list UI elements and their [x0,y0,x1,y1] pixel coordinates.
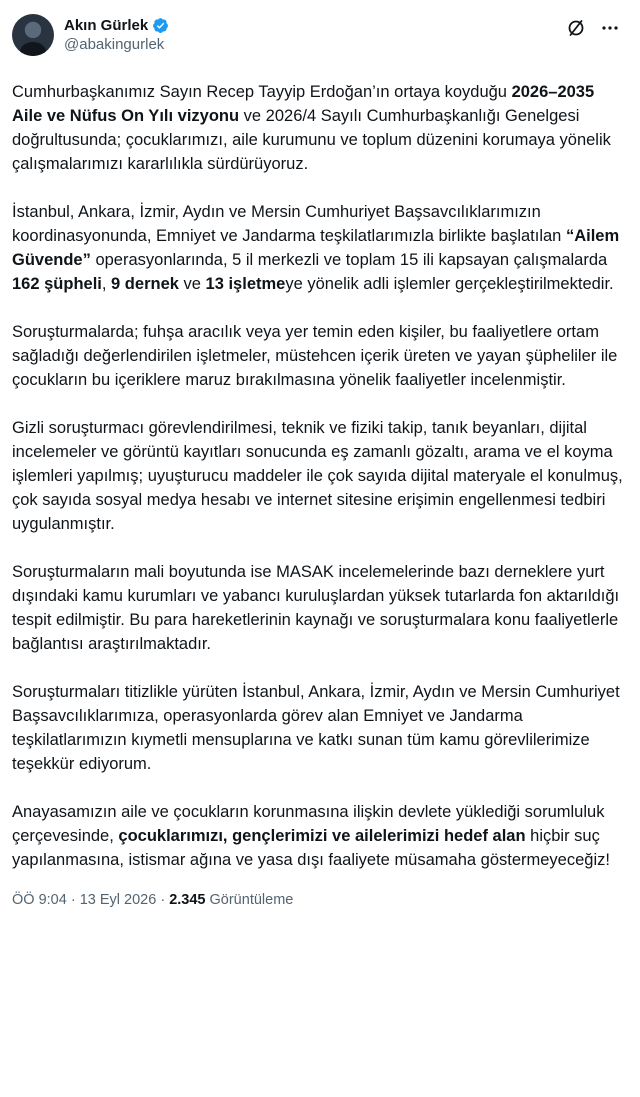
paragraph-7 [12,800,628,872]
view-label[interactable]: Görüntüleme [205,892,294,908]
more-horizontal-icon[interactable] [600,18,620,38]
tweet-header [12,12,626,70]
paragraph-1 [12,80,628,176]
avatar[interactable] [12,14,54,56]
post-date[interactable]: 13 Eyl 2026 [79,892,157,908]
paragraph-2 [12,200,628,296]
paragraph-6: Soruşturmaları titizlikle yürüten İstanbul, Ankara, İzmir, Aydın ve Mersin Cumhuriyet Başsavcılıklarımıza, operasyonlarda görev alan Emniyet ve Jandarma teşkilatlarımızın kıymetli mensuplarına ve katkı sunan tüm kamu görevlilerimize teşekkür ediyorum. [12,683,620,773]
paragraph-3: Soruşturmalarda; fuhşa aracılık veya yer temin eden kişiler, bu faaliyetlere ortam sağladığı değerlendirilen işletmeler, müstehcen içerik üreten ve yayan şüpheliler ile çocukların bu içeriklere maruz bırakılmasına yönelik faaliyetler incelenmiştir. [12,323,618,389]
slash-circle-icon[interactable] [566,18,586,38]
paragraph-7-text: Anayasamızın aile ve çocukların korunmasına ilişkin devlete yüklediği sorumluluk çerçevesinde, [12,803,605,845]
paragraph-2-text-mid: operasyonlarında, 5 il merkezli ve toplam 15 ili kapsayan çalışmalarda [90,251,608,269]
author-name[interactable]: Akın Gürlek [64,17,149,34]
paragraph-5: Soruşturmaların mali boyutunda ise MASAK incelemelerinde bazı derneklere yurt dışındaki kamu kurumları ve yabancı kuruluşlardan yüksek tutarlarda fon aktarıldığı tespit edilmiştir. Bu para hareketlerinin kaynağı ve soruşturmalara konu faaliyetlerle bağlantısı araştırılmaktadır. [12,563,620,653]
associations-count: 9 dernek [111,275,179,293]
businesses-count: 13 işletme [205,275,286,293]
and-separator: ve [178,275,206,293]
post-time[interactable]: ÖÖ 9:04 [12,892,67,908]
author-handle[interactable]: @abakingurlek [64,36,165,53]
targets-highlight: çocuklarımızı, gençlerimizi ve ailelerimizi hedef alan [118,827,526,845]
meta-separator: · [66,892,80,908]
paragraph-1-text-end: ve 2026/4 Sayılı Cumhurbaşkanlığı Genelgesi doğrultusunda; çocuklarımızı, aile kurumunu ve toplum düzenini korumaya yönelik çalışmalarımızı kararlılıkla sürdürüyoruz. [12,107,611,173]
meta-separator: · [156,892,170,908]
operation-name: “Ailem Güvende” [12,227,620,269]
verified-badge-icon[interactable] [152,17,169,34]
header-actions [566,18,620,38]
paragraph-7-text-end: hiçbir suç yapılanmasına, istismar ağına ve yasa dışı faaliyete müsamaha göstermeyeceğiz! [12,827,610,869]
paragraph-1-text: Cumhurbaşkanımız Sayın Recep Tayyip Erdoğan’ın ortaya koyduğu [12,83,512,101]
tweet-meta [12,890,626,910]
tweet-text [12,80,628,872]
suspects-count: 162 şüpheli [12,275,102,293]
author-name-row[interactable] [64,16,169,35]
vision-highlight: 2026–2035 Aile ve Nüfus On Yılı vizyonu [12,83,595,125]
author-identity [64,16,169,54]
paragraph-2-text: İstanbul, Ankara, İzmir, Aydın ve Mersin Cumhuriyet Başsavcılıklarımızın koordinasyonunda, Emniyet ve Jandarma teşkilatlarımızla birlikte başlatılan [12,203,566,245]
paragraph-2-text-end: ye yönelik adli işlemler gerçekleştirilmektedir. [285,275,614,293]
view-count[interactable]: 2.345 [169,892,206,908]
comma-separator: , [101,275,112,293]
paragraph-4: Gizli soruşturmacı görevlendirilmesi, teknik ve fiziki takip, tanık beyanları, dijital incelemeler ve görüntü kayıtları sonucunda eş zamanlı gözaltı, arama ve el koyma işlemleri yapılmış; uyuşturucu maddeler ile çok sayıda dijital materyale el konulmuş, çok sayıda sosyal medya hesabı ve internet sitesine erişimin engellenmesi tedbiri uygulanmıştır. [12,419,623,533]
